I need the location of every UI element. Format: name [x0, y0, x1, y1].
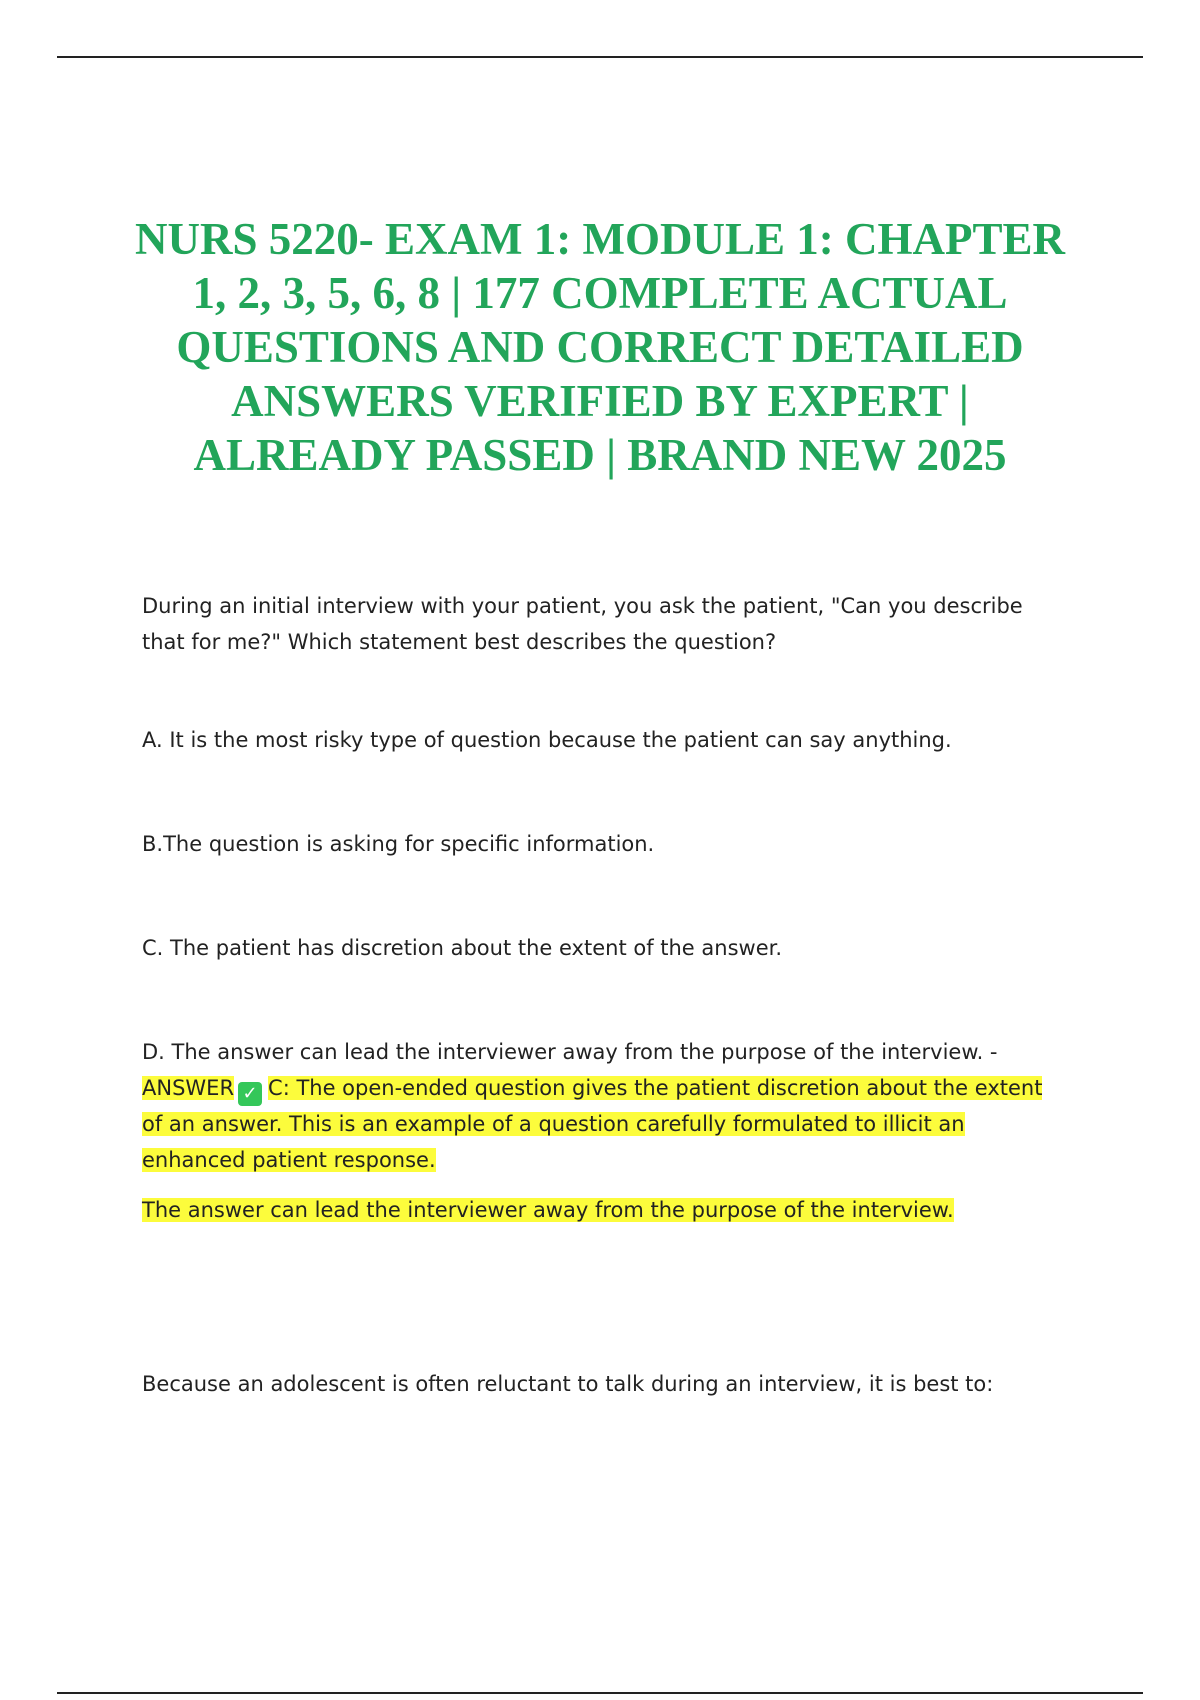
question-1-text: During an initial interview with your patient, you ask the patient, "Can you describe that for me?" Which statement best describes the question?	[142, 594, 1023, 654]
answer-explanation: C: The open-ended question gives the patient discretion about the extent of an answer. This is an example of a question carefully formulated to illicit an enhanced patient response.	[142, 1076, 1043, 1172]
question-2-text: Because an adolescent is often reluctant to talk during an interview, it is best to:	[142, 1372, 994, 1396]
answer-label: ANSWER	[142, 1076, 235, 1100]
answer-extra-line	[142, 1192, 1062, 1228]
option-d-with-answer	[142, 1034, 1062, 1178]
answer-extra-text: The answer can lead the interviewer away from the purpose of the interview.	[142, 1198, 954, 1222]
document-title: NURS 5220- EXAM 1: MODULE 1: CHAPTER 1, 2, 3, 5, 6, 8 | 177 COMPLETE ACTUAL QUESTIONS AND CORRECT DETAILED ANSWERS VERIFIED BY EXPERT | ALREADY PASSED | BRAND NEW 2025	[135, 214, 1065, 480]
bottom-rule	[57, 1692, 1143, 1694]
option-a: A. It is the most risky type of question because the patient can say anything.	[142, 728, 952, 752]
document-body	[142, 588, 1062, 1402]
option-d-text: D. The answer can lead the interviewer away from the purpose of the interview. -	[142, 1040, 998, 1064]
top-rule	[57, 56, 1143, 58]
option-b: B.The question is asking for specific information.	[142, 832, 655, 856]
check-mark-icon: ✓	[238, 1082, 262, 1106]
option-c: C. The patient has discretion about the extent of the answer.	[142, 936, 782, 960]
